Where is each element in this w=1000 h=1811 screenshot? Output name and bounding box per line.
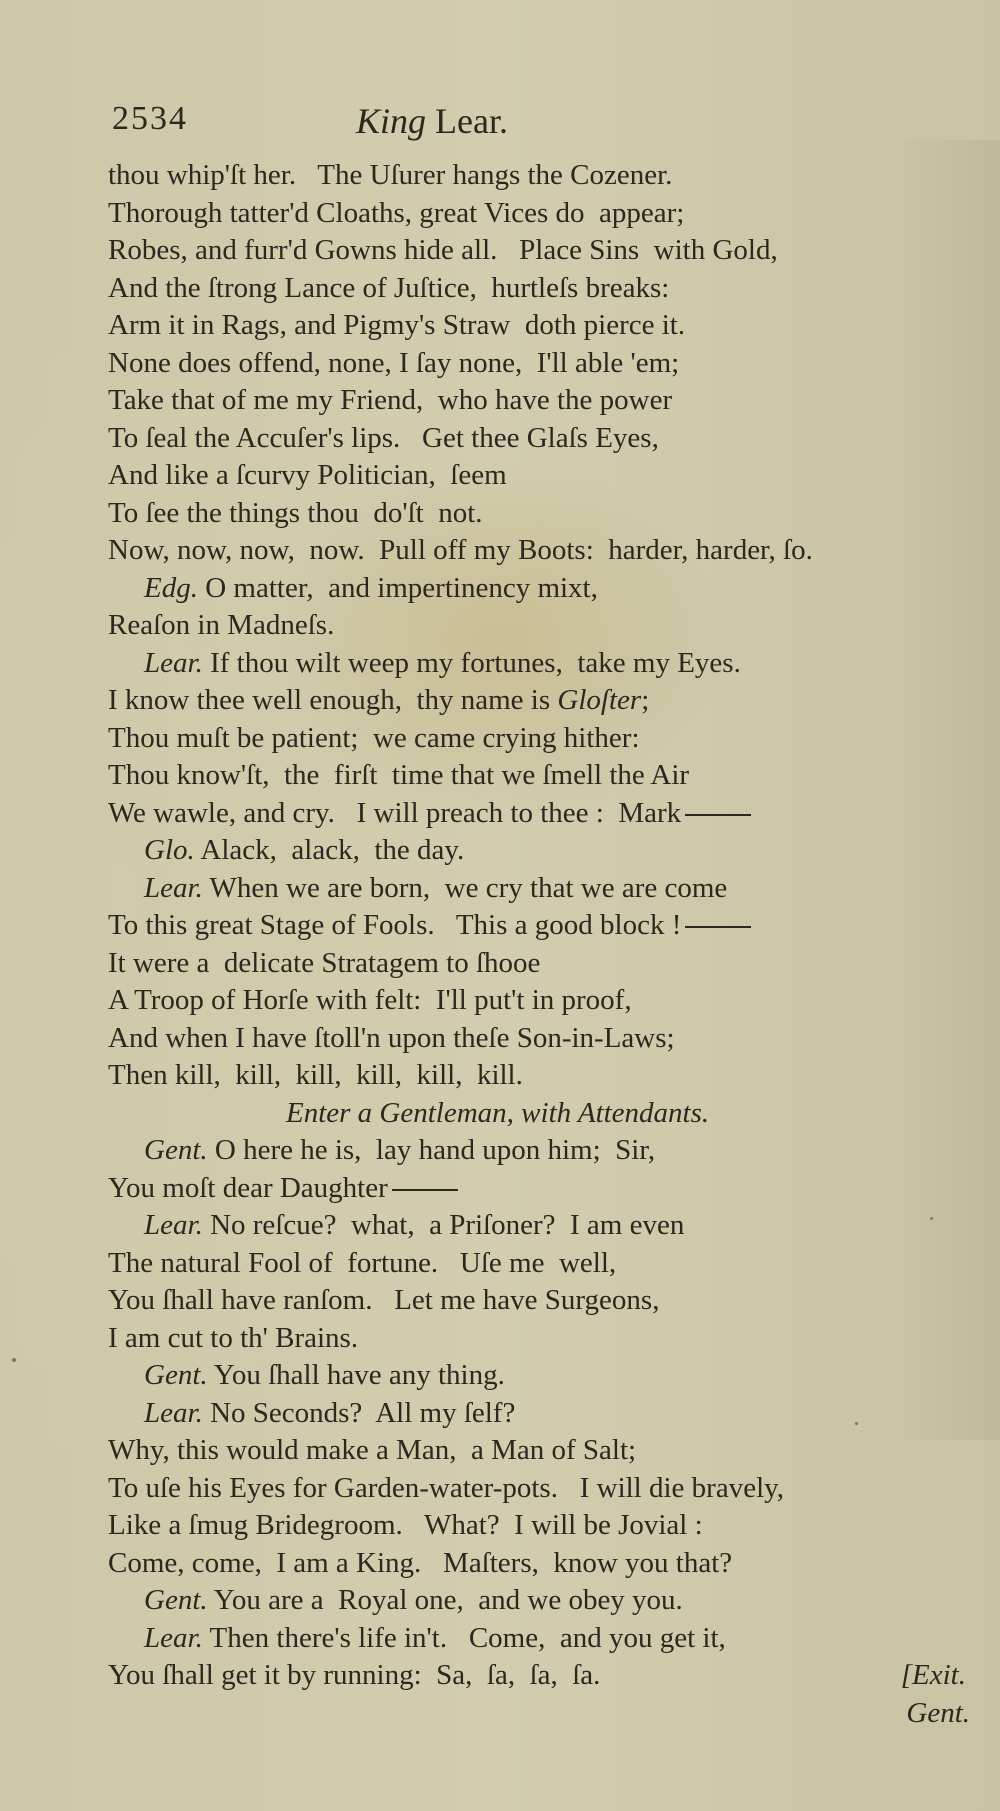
text-line [108,682,988,720]
text-line [108,1432,988,1470]
line-text: Arm it in Rags, and Pigmy's Straw doth pierce it. [108,309,686,341]
speaker-name: Gent. [144,1584,208,1616]
line-text: And like a ſcurvy Politician, ſeem [108,459,507,491]
text-line [108,1320,988,1358]
text-line [108,345,988,383]
em-dash-rule [685,814,751,816]
text-line [108,757,988,795]
line-text: You moſt dear Daughter [108,1171,388,1204]
text-line [108,645,988,683]
text-line [108,1470,988,1508]
line-text: And the ſtrong Lance of Juſtice, hurtleſs breaks: [108,271,670,304]
speaker-name: Lear. [144,871,203,904]
em-dash-rule [685,926,751,928]
page-number: 2534 [112,100,188,137]
text-line [108,270,988,308]
line-text: O here he is, lay hand upon him; Sir, [207,1134,656,1166]
speaker-name: Lear. [144,1621,203,1654]
line-text: You ſhall have any thing. [207,1359,505,1391]
line-text: Robes, and furr'd Gowns hide all. Place Sins with Gold, [108,234,778,266]
line-text: Come, come, I am a King. Maſters, know you that? [108,1546,733,1579]
line-text: You ſhall get it by running: Sa, ſa, ſa, ſa. [108,1659,601,1691]
text-line [108,795,988,833]
page-header [112,100,972,150]
exit-continuation: Gent. [906,1696,970,1729]
line-text: Reaſon in Madneſs. [108,609,335,641]
text-line [108,1657,988,1695]
speaker-name: Lear. [144,1396,203,1429]
running-title [112,100,752,142]
text-line [108,570,988,608]
speaker-name: Edg. [144,571,198,604]
line-text: I know thee well enough, thy name is [108,684,558,716]
text-line [108,907,988,945]
text-line [108,1545,988,1583]
text-line [108,1020,988,1058]
speaker-name: Lear. [144,1209,203,1241]
line-text: And when I have ſtoll'n upon theſe Son-in-Laws; [108,1021,675,1054]
exit-direction: [Exit. [900,1659,966,1691]
line-text: Now, now, now, now. Pull off my Boots: harder, harder, ſo. [108,534,813,566]
stage-direction: Enter a Gentleman, with Attendants. [286,1096,710,1129]
speaker-name: Glo. [144,834,195,866]
text-line [108,420,988,458]
text-line [108,495,988,533]
text-line [108,607,988,645]
text-line [108,1282,988,1320]
paper-speck [930,1217,933,1220]
text-line [108,232,988,270]
italic-name: Gloſter [557,684,642,716]
line-text: No reſcue? what, a Priſoner? I am even [202,1209,685,1241]
text-line [108,1620,988,1658]
speaker-name: Gent. [144,1359,208,1391]
line-text: Like a ſmug Bridegroom. What? I will be Jovial : [108,1509,703,1541]
text-line [108,1207,988,1245]
text-line [108,307,988,345]
line-text: Then there's life in't. Come, and you get it, [202,1621,726,1654]
play-text [108,157,988,1732]
text-line [108,382,988,420]
line-text: To this great Stage of Fools. This a good block ! [108,909,682,941]
line-text: You ſhall have ranſom. Let me have Surgeons, [108,1284,660,1316]
text-line [108,720,988,758]
text-line [108,870,988,908]
em-dash-rule [392,1189,458,1191]
line-text: thou whip'ſt her. The Uſurer hangs the Cozener. [108,159,673,191]
line-text: Thou know'ſt, the firſt time that we ſmell the Air [108,759,690,791]
text-line [108,832,988,870]
line-text: To ſeal the Accuſer's lips. Get thee Glaſs Eyes, [108,421,659,454]
speaker-name: Gent. [144,1134,208,1166]
line-text: The natural Fool of fortune. Uſe me well, [108,1246,617,1279]
line-text: When we are born, we cry that we are come [202,871,728,904]
text-line [108,1057,988,1095]
line-text: You are a Royal one, and we obey you. [207,1584,683,1616]
running-title-rest: Lear. [426,101,508,141]
text-line [108,1395,988,1433]
running-title-italic: King [356,101,427,141]
text-line [108,195,988,233]
line-text: Why, this would make a Man, a Man of Salt; [108,1434,637,1466]
line-text: No Seconds? All my ſelf? [202,1396,516,1429]
text-line [108,532,988,570]
paper-speck [855,1422,858,1425]
speaker-name: Lear. [144,646,203,679]
line-text: Thorough tatter'd Cloaths, great Vices do appear; [108,196,685,229]
line-text: Alack, alack, the day. [194,834,465,866]
text-line [108,1582,988,1620]
line-text: Then kill, kill, kill, kill, kill, kill. [108,1059,523,1091]
text-line [108,945,988,983]
line-text: Thou muſt be patient; we came crying hither: [108,721,640,754]
text-line [108,982,988,1020]
text-line [108,157,988,195]
line-text: A Troop of Horſe with felt: I'll put't in proof, [108,984,632,1016]
line-text: Take that of me my Friend, who have the power [108,384,673,416]
text-line [108,457,988,495]
line-text: To ſee the things thou do'ſt not. [108,496,483,529]
paper-speck [12,1358,16,1362]
line-text: If thou wilt weep my fortunes, take my Eyes. [202,646,741,679]
line-text: It were a delicate Stratagem to ſhooe [108,946,541,979]
line-punctuation: ; [641,684,650,716]
line-text: I am cut to th' Brains. [108,1321,359,1354]
text-line [108,1357,988,1395]
text-line [108,1507,988,1545]
text-line [108,1132,988,1170]
text-line [108,1245,988,1283]
line-text: We wawle, and cry. I will preach to thee : Mark [108,796,682,829]
text-line [108,1170,988,1208]
line-text: To uſe his Eyes for Garden-water-pots. I will die bravely, [108,1471,784,1504]
line-text: None does offend, none, I ſay none, I'll able 'em; [108,346,680,379]
line-text: O matter, and impertinency mixt, [197,571,598,604]
